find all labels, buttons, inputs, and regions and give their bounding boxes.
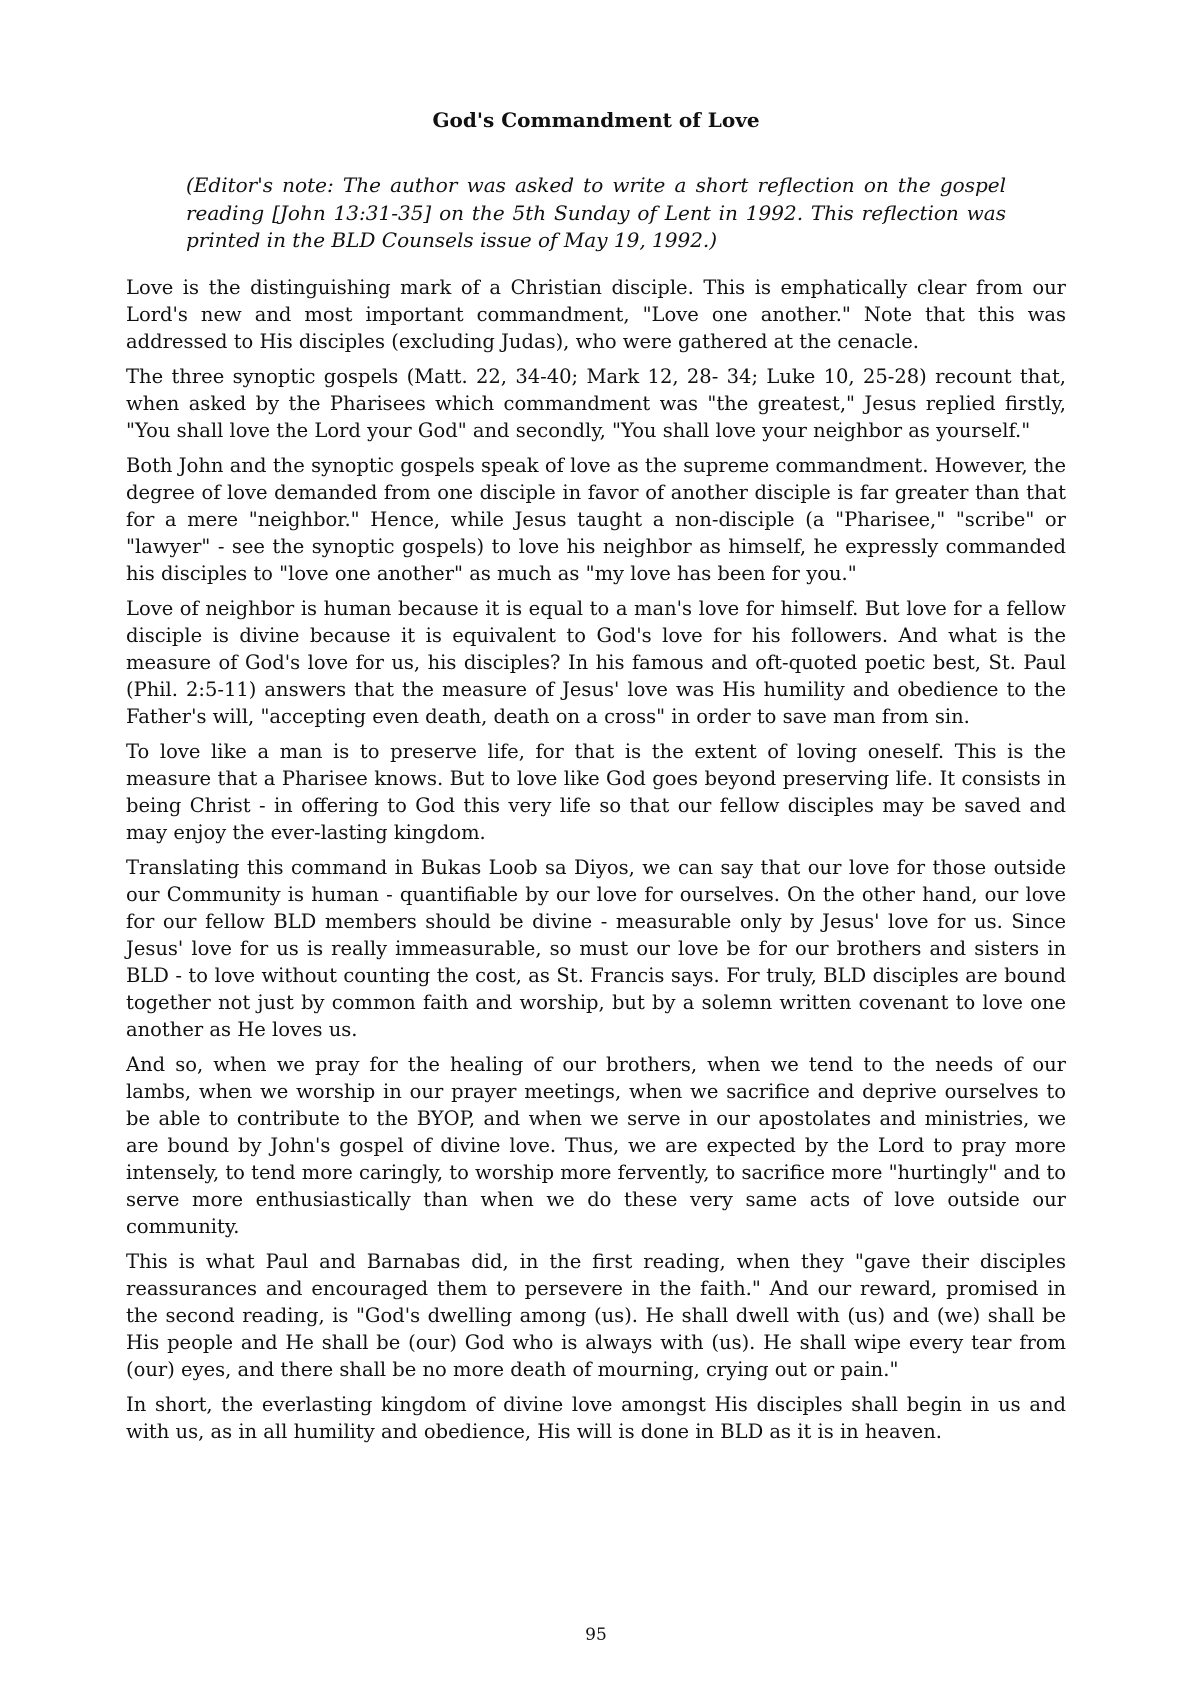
body-paragraph: Love is the distinguishing mark of a Christian disciple. This is emphatically clear from our Lord's new and most important commandment, "Love one another." Note that this was addressed to His disciples (excluding Judas), who were gathered at the cenacle. (126, 276, 1066, 353)
body-paragraph: Translating this command in Bukas Loob sa Diyos, we can say that our love for those outside our Community is human - quantifiable by our love for ourselves. On the other hand, our love for our fellow BLD members should be divine - measurable only by Jesus' love for us. Since Jesus' love for us is really immeasurable, so must our love be for our brothers and sisters in BLD - to love without counting the cost, as St. Francis says. For truly, BLD disciples are bound together not just by common faith and worship, but by a solemn written covenant to love one another as He loves us. (126, 856, 1066, 1041)
page-number: 95 (585, 1625, 607, 1645)
body-paragraph: In short, the everlasting kingdom of divine love amongst His disciples shall begin in us and with us, as in all humility and obedience, His will is done in BLD as it is in heaven. (126, 1393, 1066, 1443)
editor-note: (Editor's note: The author was asked to write a short reflection on the gospel reading [John 13:31-35] on the 5th Sunday of Lent in 1992. This reflection was printed in the BLD Counsels issue of May 19, 1992.) (186, 173, 1006, 252)
article-body (126, 274, 1066, 1453)
body-paragraph: Love of neighbor is human because it is equal to a man's love for himself. But love for a fellow disciple is divine because it is equivalent to God's love for his followers. And what is the measure of God's love for us, his disciples? In his famous and oft-quoted poetic best, St. Paul (Phil. 2:5-11) answers that the measure of Jesus' love was His humility and obedience to the Father's will, "accepting even death, death on a cross" in order to save man from sin. (126, 597, 1066, 728)
page-title: God's Commandment of Love (432, 108, 760, 132)
body-paragraph: To love like a man is to preserve life, for that is the extent of loving oneself. This is the measure that a Pharisee knows. But to love like God goes beyond preserving life. It consists in being Christ - in offering to God this very life so that our fellow disciples may be saved and may enjoy the ever-lasting kingdom. (126, 740, 1066, 844)
body-paragraph: The three synoptic gospels (Matt. 22, 34-40; Mark 12, 28- 34; Luke 10, 25-28) recount that, when asked by the Pharisees which commandment was "the greatest," Jesus replied firstly, "You shall love the Lord your God" and secondly, "You shall love your neighbor as yourself." (126, 365, 1066, 442)
body-paragraph: This is what Paul and Barnabas did, in the first reading, when they "gave their disciples reassurances and encouraged them to persevere in the faith." And our reward, promised in the second reading, is "God's dwelling among (us). He shall dwell with (us) and (we) shall be His people and He shall be (our) God who is always with (us). He shall wipe every tear from (our) eyes, and there shall be no more death of mourning, crying out or pain." (126, 1250, 1066, 1381)
body-paragraph: Both John and the synoptic gospels speak of love as the supreme commandment. However, the degree of love demanded from one disciple in favor of another disciple is far greater than that for a mere "neighbor." Hence, while Jesus taught a non-disciple (a "Pharisee," "scribe" or "lawyer" - see the synoptic gospels) to love his neighbor as himself, he expressly commanded his disciples to "love one another" as much as "my love has been for you." (126, 454, 1066, 585)
body-paragraph: And so, when we pray for the healing of our brothers, when we tend to the needs of our lambs, when we worship in our prayer meetings, when we sacrifice and deprive ourselves to be able to contribute to the BYOP, and when we serve in our apostolates and ministries, we are bound by John's gospel of divine love. Thus, we are expected by the Lord to pray more intensely, to tend more caringly, to worship more fervently, to sacrifice more "hurtingly" and to serve more enthusiastically than when we do these very same acts of love outside our community. (126, 1053, 1066, 1238)
